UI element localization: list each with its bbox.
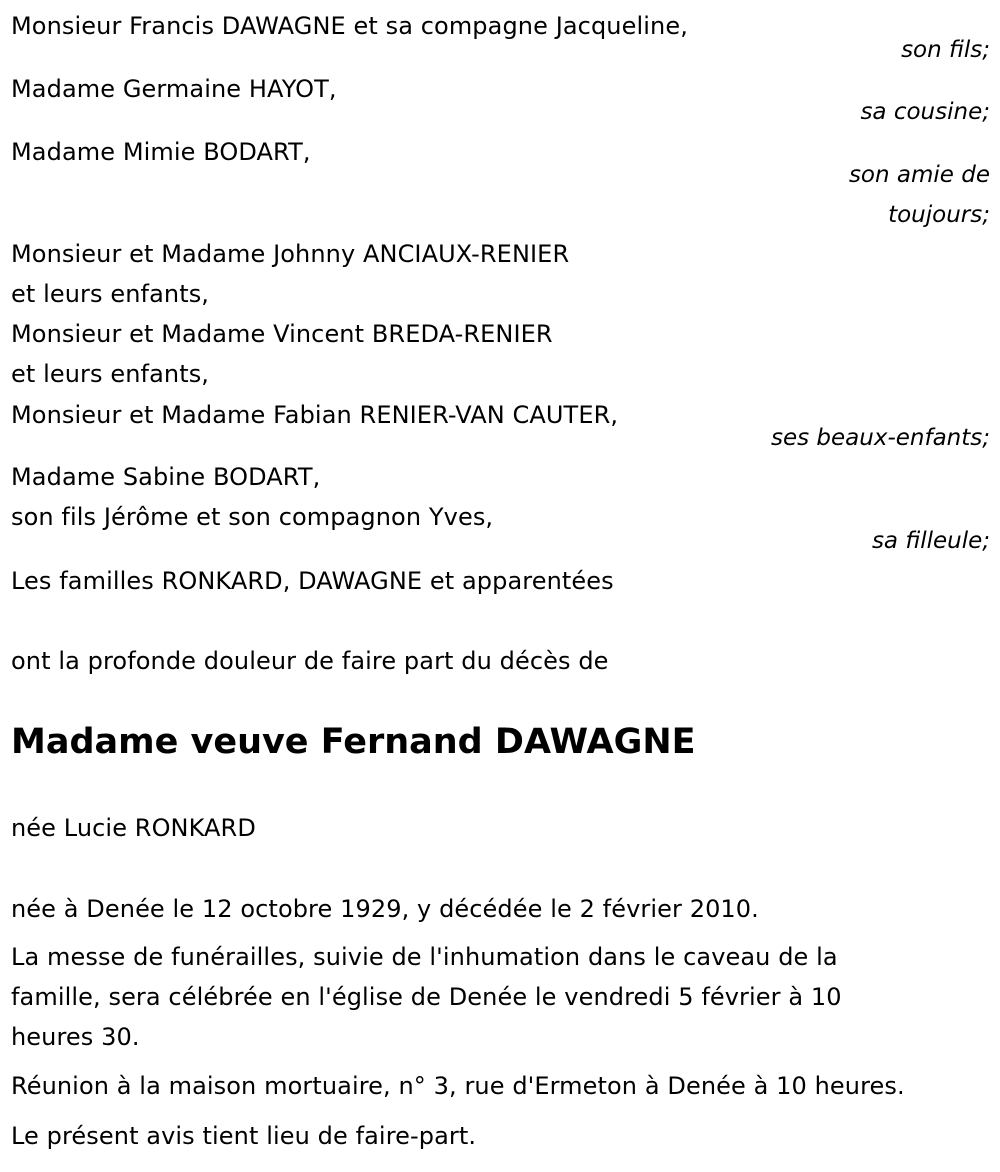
funeral-mass-line-2: famille, sera célébrée en l'église de Denée le vendredi 5 février à 10	[11, 983, 842, 1011]
reunion-info: Réunion à la maison mortuaire, n° 3, rue d'Ermeton à Denée à 10 heures.	[11, 1072, 905, 1100]
maiden-name: née Lucie RONKARD	[11, 814, 256, 842]
family-line-johnny: Monsieur et Madame Johnny ANCIAUX-RENIER	[11, 240, 570, 268]
family-line-vincent: Monsieur et Madame Vincent BREDA-RENIER	[11, 320, 553, 348]
relation-friend-line-1: son amie de	[848, 162, 990, 188]
family-line-families: Les familles RONKARD, DAWAGNE et apparentées	[11, 567, 614, 595]
notice-text: Le présent avis tient lieu de faire-part.	[11, 1122, 477, 1150]
birth-death-dates: née à Denée le 12 octobre 1929, y décédée le 2 février 2010.	[11, 895, 759, 923]
family-line-mimie: Madame Mimie BODART,	[11, 138, 311, 166]
deceased-name: Madame veuve Fernand DAWAGNE	[11, 722, 696, 762]
relation-step-children: ses beaux-enfants;	[770, 425, 990, 451]
family-line-vincent-children: et leurs enfants,	[11, 360, 210, 388]
family-line-francis: Monsieur Francis DAWAGNE et sa compagne Jacqueline,	[11, 12, 688, 40]
family-line-sabine: Madame Sabine BODART,	[11, 463, 321, 491]
funeral-mass-line-1: La messe de funérailles, suivie de l'inhumation dans le caveau de la	[11, 943, 838, 971]
relation-cousin: sa cousine;	[860, 99, 990, 125]
funeral-mass-line-3: heures 30.	[11, 1023, 140, 1051]
announcement-text: ont la profonde douleur de faire part du décès de	[11, 647, 609, 675]
family-line-fabian: Monsieur et Madame Fabian RENIER-VAN CAUTER,	[11, 401, 619, 429]
relation-goddaughter: sa filleule;	[871, 528, 990, 554]
family-line-germaine: Madame Germaine HAYOT,	[11, 75, 337, 103]
family-line-sabine-son: son fils Jérôme et son compagnon Yves,	[11, 503, 494, 531]
family-line-johnny-children: et leurs enfants,	[11, 280, 210, 308]
relation-son: son fils;	[901, 37, 990, 63]
relation-friend-line-2: toujours;	[888, 202, 990, 228]
